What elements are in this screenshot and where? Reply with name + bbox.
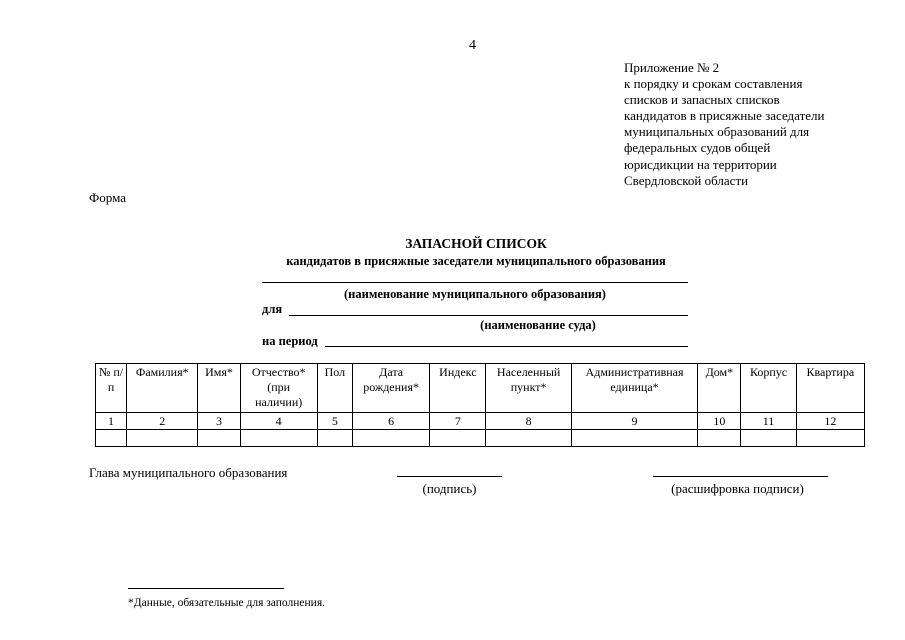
period-label: на период <box>262 334 318 348</box>
document-subtitle: кандидатов в присяжные заседатели муниципального образования <box>286 254 666 268</box>
appendix-line: юрисдикции на территории <box>624 156 777 172</box>
col-number: 2 <box>127 413 198 430</box>
table-header-row <box>96 364 865 413</box>
appendix-line: Свердловской области <box>624 172 749 188</box>
col-number: 7 <box>430 413 486 430</box>
appendix-line: федеральных судов общей <box>624 140 771 156</box>
col-number: 9 <box>571 413 697 430</box>
col-header-index: Индекс <box>430 364 486 413</box>
table-cell[interactable] <box>741 430 796 447</box>
court-name-line[interactable] <box>289 315 688 316</box>
table-cell[interactable] <box>571 430 697 447</box>
court-caption: (наименование суда) <box>480 318 596 332</box>
col-header-surname: Фамилия* <box>127 364 198 413</box>
col-header-apartment: Квартира <box>796 364 864 413</box>
col-header-sex: Пол <box>317 364 352 413</box>
signature-line[interactable] <box>397 476 502 477</box>
col-header-birthdate: Дата рождения* <box>352 364 429 413</box>
appendix-line: муниципальных образований для <box>624 124 810 140</box>
table-cell[interactable] <box>240 430 317 447</box>
table-cell[interactable] <box>698 430 741 447</box>
col-number: 5 <box>317 413 352 430</box>
appendix-note <box>624 60 884 189</box>
municipality-name-line[interactable] <box>262 282 688 283</box>
col-header-number: № п/п <box>96 364 127 413</box>
for-label: для <box>262 302 283 316</box>
appendix-line: к порядку и срокам составления <box>624 76 803 92</box>
col-header-admin-unit: Административная единица* <box>571 364 697 413</box>
table-cell[interactable] <box>486 430 571 447</box>
col-header-house: Дом* <box>698 364 741 413</box>
document-title: ЗАПАСНОЙ СПИСОК <box>405 236 547 251</box>
signature-caption: (подпись) <box>422 481 477 496</box>
form-label: Форма <box>89 190 126 205</box>
footnote-separator <box>128 588 284 589</box>
col-number: 3 <box>198 413 240 430</box>
col-number: 11 <box>741 413 796 430</box>
col-number: 10 <box>698 413 741 430</box>
candidates-table <box>95 363 865 447</box>
col-number: 6 <box>352 413 429 430</box>
appendix-line: кандидатов в присяжные заседатели <box>624 108 825 124</box>
table-cell[interactable] <box>198 430 240 447</box>
table-numbering-row <box>96 413 865 430</box>
col-number: 4 <box>240 413 317 430</box>
municipality-caption: (наименование муниципального образования) <box>344 287 606 301</box>
page-number: 4 <box>469 38 476 53</box>
head-label: Глава муниципального образования <box>89 465 288 480</box>
signature-decode-caption: (расшифровка подписи) <box>671 481 804 496</box>
period-line[interactable] <box>325 346 688 347</box>
col-header-name: Имя* <box>198 364 240 413</box>
appendix-line: списков и запасных списков <box>624 92 780 108</box>
table-cell[interactable] <box>317 430 352 447</box>
footnote: *Данные, обязательные для заполнения. <box>128 597 325 609</box>
table-cell[interactable] <box>796 430 864 447</box>
col-number: 8 <box>486 413 571 430</box>
col-number: 1 <box>96 413 127 430</box>
signature-decode-line[interactable] <box>653 476 828 477</box>
col-header-building: Корпус <box>741 364 796 413</box>
table-row[interactable] <box>96 430 865 447</box>
col-header-locality: Населенный пункт* <box>486 364 571 413</box>
table-cell[interactable] <box>430 430 486 447</box>
col-header-patronymic: Отчество* (при наличии) <box>240 364 317 413</box>
appendix-line: Приложение № 2 <box>624 60 720 75</box>
col-number: 12 <box>796 413 864 430</box>
table-cell[interactable] <box>127 430 198 447</box>
table-cell[interactable] <box>96 430 127 447</box>
table-cell[interactable] <box>352 430 429 447</box>
